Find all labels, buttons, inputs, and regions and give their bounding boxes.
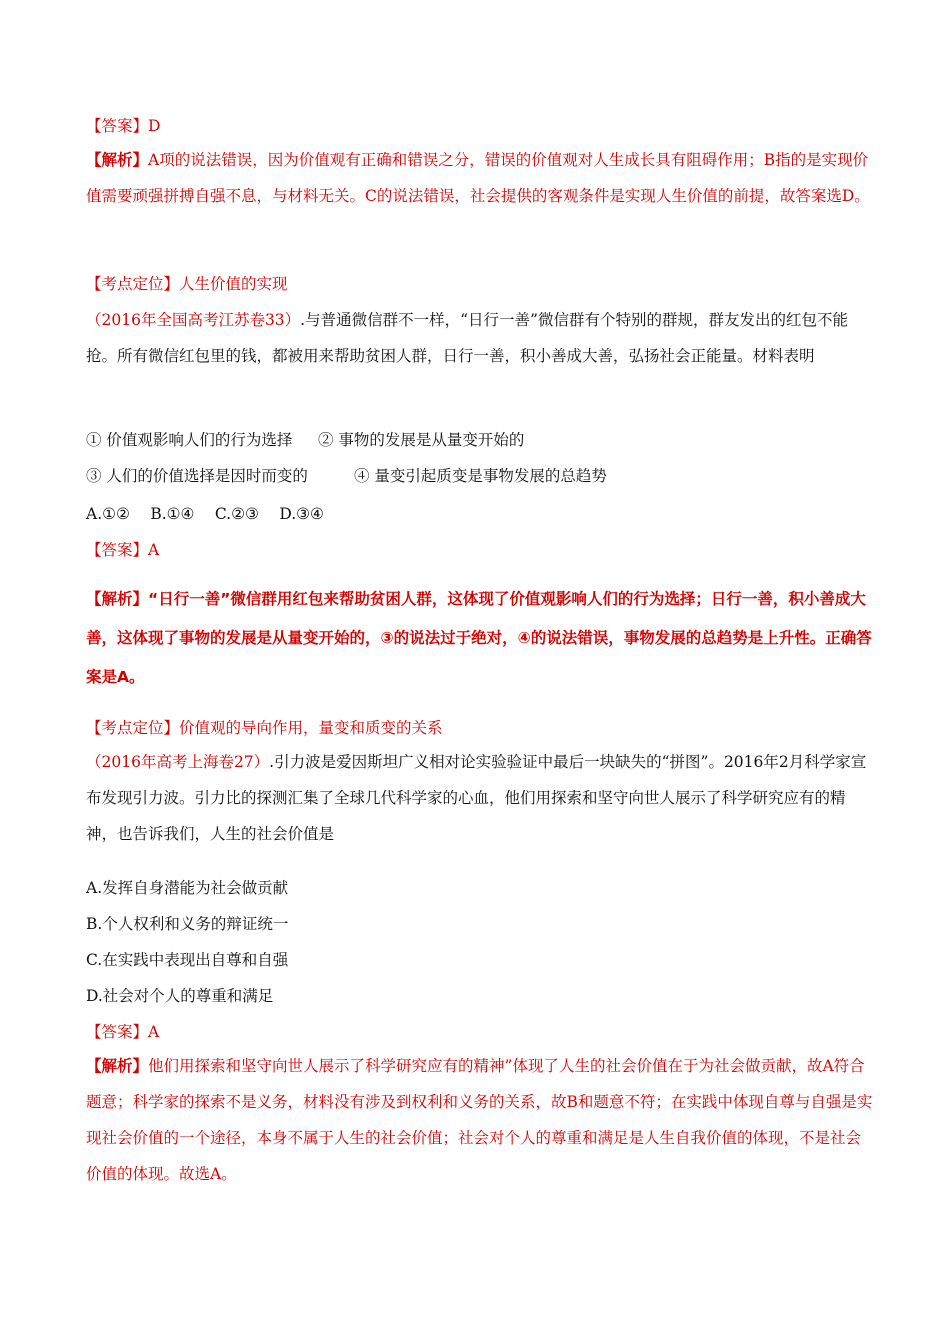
q2-options-row2 [86,466,607,486]
q3-opt-c [86,950,288,970]
q3-opt-c-text: C.在实践中表现出自尊和自强 [86,951,289,969]
q1-analysis [86,142,876,214]
q3-opt-a [86,878,288,898]
q2-point [86,718,443,738]
point-text: 人生价值的实现 [179,275,288,293]
q1-answer [86,116,160,136]
q2-source: （2016年全国高考江苏卷33） [86,311,301,329]
q2-opt3: ③ 人们的价值选择是因时而变的 [86,467,308,485]
q3-opt-b [86,914,288,934]
answer-value: D [148,117,161,135]
q2-opt4: ④ 量变引起质变是事物发展的总趋势 [354,467,607,485]
analysis-text: 他们用探索和坚守向世人展示了科学研究应有的精神”体现了人生的社会价值在于为社会做贡献，故A符合题意；科学家的探索不是义务，材料没有涉及到权利和义务的关系，故B和题意不符；在实践中体现自尊与自强是实现社会价值的一个途径，本身不属于人生的社会价值；社会对个人的尊重和满足是人生自我价值的体现，不是社会价值的体现。故选A。 [86,1057,873,1183]
q3-answer [86,1022,159,1042]
analysis-tag: 【解析】 [86,150,149,169]
q3-stem [86,744,876,852]
analysis-tag: 【解析】 [86,1056,149,1075]
q3-stem-text: .引力波是爱因斯坦广义相对论实验验证中最后一块缺失的“拼图”。2016年2月科学家宣布发现引力波。引力比的探测汇集了全球几代科学家的心血，他们用探索和坚守向世人展示了科学研究应有的精神，也告诉我们，人生的社会价值是 [86,753,867,843]
point-tag: 【考点定位】 [86,275,180,293]
q2-analysis [86,580,876,697]
q2-opt2: ② 事物的发展是从量变开始的 [318,431,525,449]
q2-options-row1 [86,430,525,450]
answer-value: A [148,541,160,559]
answer-tag: 【答案】 [86,541,149,559]
point-tag: 【考点定位】 [86,719,180,737]
answer-value: A [148,1023,160,1041]
q3-opt-d [86,986,273,1006]
q2-opt1: ① 价值观影响人们的行为选择 [86,431,293,449]
q3-opt-b-text: B.个人权利和义务的辩证统一 [86,915,289,933]
q2-choices-text: A.①② B.①④ C.②③ D.③④ [86,505,324,523]
point-text: 价值观的导向作用，量变和质变的关系 [179,719,443,737]
q2-answer [86,540,159,560]
answer-tag: 【答案】 [86,1023,149,1041]
q3-opt-d-text: D.社会对个人的尊重和满足 [86,987,274,1005]
q3-analysis [86,1048,876,1192]
q1-point [86,274,288,294]
q3-opt-a-text: A.发挥自身潜能为社会做贡献 [86,879,289,897]
q3-source: （2016年高考上海卷27） [86,753,270,771]
analysis-text: A项的说法错误，因为价值观有正确和错误之分，错误的价值观对人生成长具有阻碍作用；B指的是实现价值需要顽强拼搏自强不息，与材料无关。C的说法错误，社会提供的客观条件是实现人生价值的前提，故答案选D。 [86,151,870,205]
answer-tag: 【答案】 [86,117,149,135]
q2-stem [86,302,876,374]
q2-choices [86,504,324,524]
analysis-tag: 【解析】 [86,590,149,608]
q2-stem-text: .与普通微信群不一样，“日行一善”微信群有个特别的群规，群友发出的红包不能抢。所有微信红包里的钱，都被用来帮助贫困人群，日行一善，积小善成大善，弘扬社会正能量。材料表明 [86,311,848,365]
analysis-text: “日行一善”微信群用红包来帮助贫困人群，这体现了价值观影响人们的行为选择；日行一善，积小善成大善，这体现了事物的发展是从量变开始的，③的说法过于绝对，④的说法错误，事物发展的总趋势是上升性。正确答案是A。 [86,590,872,686]
